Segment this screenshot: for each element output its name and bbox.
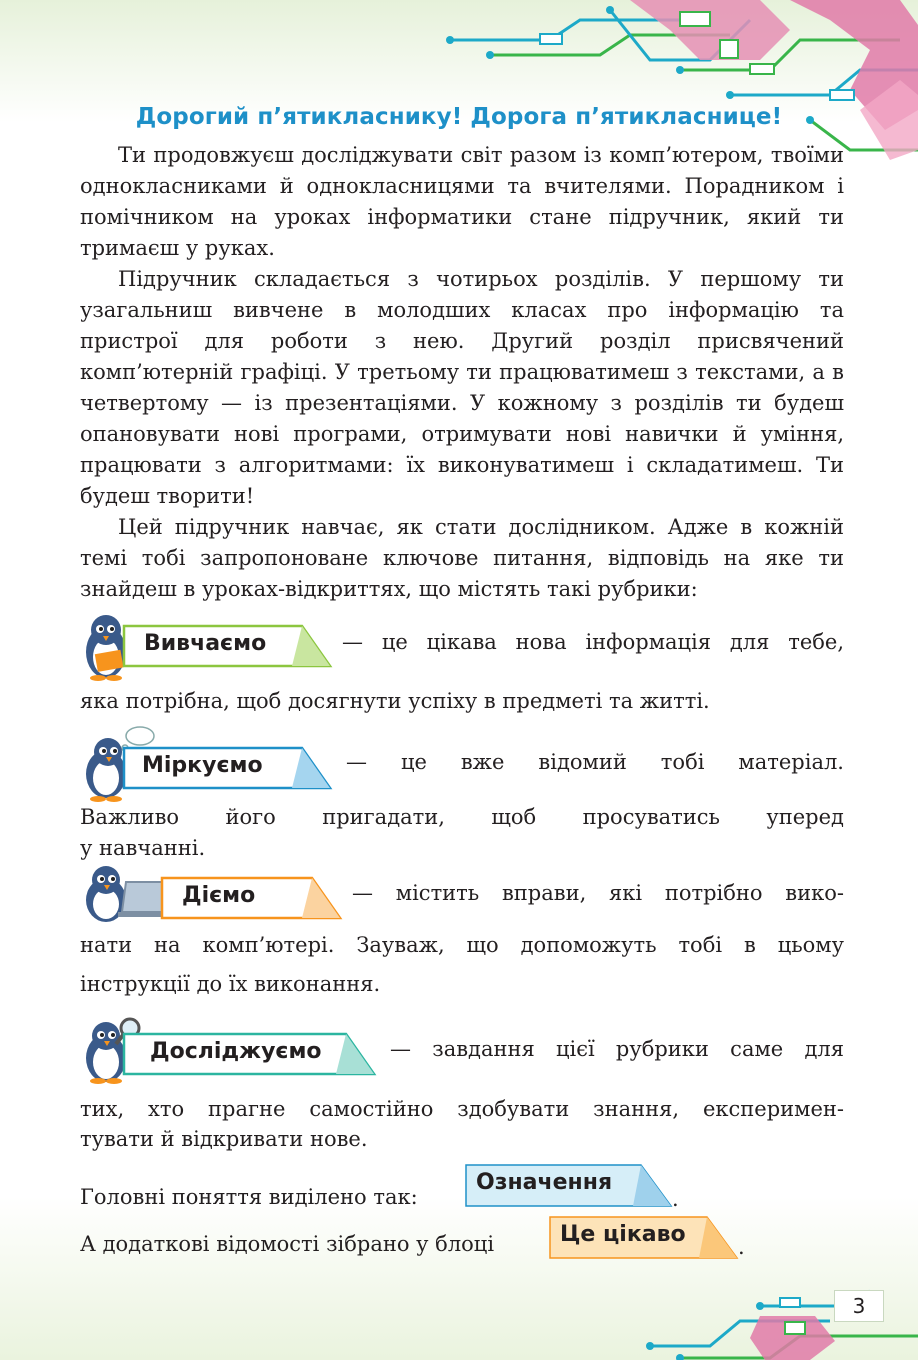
rubric-text-act-rest-b: інструкції до їх виконання. [80, 972, 381, 996]
rubric-text-explore-line1: — завдання цієї рубрики саме для [390, 1037, 844, 1061]
rubric-text-act-line1: — містить вправи, які потрібно вико- [352, 881, 844, 905]
rubric-text-think-rest-a: Важливо його пригадати, щоб просуватись уперед [80, 805, 844, 829]
intro-paragraph-1: Ти продовжуєш досліджувати світ разом із комп’ютером, твоїми однокласниками й однокласницями та вчителями. Порадником і помічником на уроках інформатики стане підручник, який ти тримаєш у руках. [80, 143, 844, 260]
rubric-label-explore: Досліджуємо [150, 1039, 322, 1064]
rubric-text-explore-rest-a: тих, хто прагне самостійно здобувати знання, експеримен- [80, 1097, 844, 1121]
rubric-label-think: Міркуємо [142, 753, 263, 778]
page-number: 3 [834, 1290, 884, 1322]
rubric-label-learn: Вивчаємо [144, 631, 267, 656]
rubric-text-learn-rest: яка потрібна, щоб досягнути успіху в предметі та житті. [80, 689, 710, 713]
extra-text: А додаткові відомості зібрано у блоці [80, 1232, 495, 1256]
definition-label: Означення [476, 1170, 613, 1195]
rubric-text-think-line1: — це вже відомий тобі матеріал. [346, 750, 844, 774]
rubric-text-explore-rest-b: тувати й відкривати нове. [80, 1127, 368, 1151]
intro-paragraph-3: Цей підручник навчає, як стати дослідником. Адже в кожній темі тобі запропоноване ключове питання, відповідь на яке ти знайдеш в уроках-відкриттях, що містять такі рубрики: [80, 515, 844, 601]
extra-label: Це цікаво [560, 1222, 686, 1247]
definitions-end: . [672, 1187, 679, 1211]
rubric-text-act-rest-a: нати на комп’ютері. Зауваж, що допоможуть тобі в цьому [80, 933, 844, 957]
intro-paragraph-2: Підручник складається з чотирьох розділів. У першому ти узагальниш вивчене в молодших класах про інформацію та пристрої для роботи з нею. Другий розділ присвячений комп’ютерній графіці. У третьому ти працюватимеш з текстами, а в четвертому — із презентаціями. У кожному з розділів ти будеш опановувати нові програми, отримувати нові навички й уміння, працювати з алгоритмами: їх виконуватимеш і складатимеш. Ти будеш творити! [80, 267, 844, 508]
rubric-label-act: Діємо [182, 883, 256, 908]
extra-end: . [738, 1235, 745, 1259]
definitions-text: Головні поняття виділено так: [80, 1185, 418, 1209]
rubric-text-learn-line1: — це цікава нова інформація для тебе, [342, 630, 844, 654]
rubric-text-think-rest-b: у навчанні. [80, 836, 206, 860]
greeting-heading: Дорогий п’ятикласнику! Дорога п’ятикласнице! [135, 104, 783, 130]
